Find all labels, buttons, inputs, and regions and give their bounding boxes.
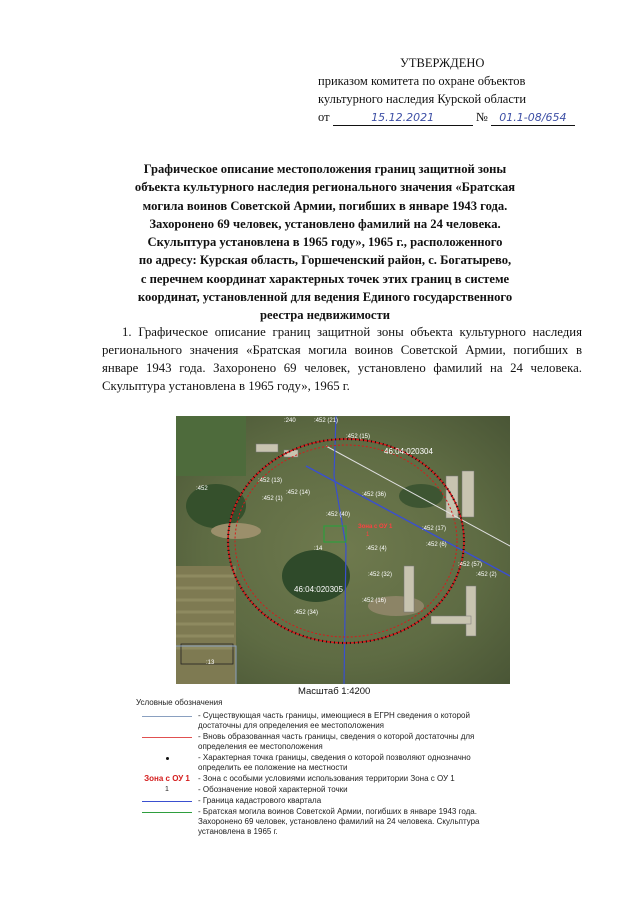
heading-line: координат, установленной для ведения Единого государственного [137, 290, 513, 305]
heading-line: реестра недвижимости [260, 308, 390, 323]
approval-line-1: приказом комитета по охране объектов [318, 74, 526, 88]
tree-cluster [399, 484, 443, 508]
heading-line: с перечнем координат характерных точек этих границ в системе [140, 271, 510, 286]
parcel-label: :452 (13) [258, 478, 283, 484]
approval-line-2: культурного наследия Курской области [318, 92, 527, 106]
new-border-symbol [142, 737, 192, 738]
legend-text: - Зона с особыми условиями использования территории Зона с ОУ 1 [198, 774, 455, 783]
zone-number: 1 [366, 532, 370, 538]
parcel-label: :452 (32) [368, 572, 393, 578]
heading-line: по адресу: Курская область, Горшеченский район, с. Богатырево, [138, 253, 512, 268]
parcel-label: :452 (36) [362, 492, 387, 498]
point-symbol [166, 757, 169, 760]
satellite-map [176, 416, 510, 684]
legend-item [136, 711, 506, 731]
number-label: № [475, 110, 488, 124]
section-1-paragraph: 1. Графическое описание границ защитной зоны объекта культурного наследия регионального значения «Братская могила воинов Советской Армии, погибших в январе 1943 года. Захоронено 69 человек, установлено фамилий на 24 человека. Скульптура установлена в 1965 году», 1965 г. [102, 325, 582, 393]
parcel-label: :452 (16) [362, 598, 387, 604]
parcel-label: :452 (15) [346, 434, 371, 440]
quarter-border-symbol [142, 801, 192, 802]
legend-item [136, 753, 506, 773]
legend-text: - Граница кадастрового квартала [198, 796, 322, 805]
legend-text: - Характерная точка границы, сведения о которой позволяют однозначно определить ее положение на местности [198, 753, 471, 772]
parcel-label: :13 [206, 660, 215, 666]
point-number-symbol: 1 [165, 786, 169, 793]
parcel-label: :452 (17) [422, 526, 447, 532]
parcel-label: :452 (14) [286, 490, 311, 496]
legend-item [136, 796, 506, 806]
parcel-label: :452 [196, 486, 208, 492]
legend-text: - Существующая часть границы, имеющиеся в ЕГРН сведения о которой достаточны для определения ее местоположения [198, 711, 470, 730]
map-scale: Масштаб 1:4200 [298, 686, 371, 697]
parcel-label: :452 (57) [458, 562, 483, 568]
quarter-label-top: 46:04:020304 [384, 447, 433, 456]
monument-border-symbol [142, 812, 192, 813]
zone-label: Зона с ОУ 1 [358, 524, 393, 530]
legend-item [136, 785, 506, 795]
approval-title: УТВЕРЖДЕНО [400, 56, 485, 70]
parcel-label: :452 (4) [366, 546, 387, 552]
approval-stamp [318, 54, 575, 126]
legend-title: Условные обозначения [136, 698, 223, 707]
zone-symbol: Зона с ОУ 1 [144, 774, 190, 783]
parcel-label: :452 (2) [476, 572, 497, 578]
legend-text: - Вновь образованная часть границы, сведения о которой достаточны для определения ее местоположения [198, 732, 475, 751]
legend-text: - Обозначение новой характерной точки [198, 785, 348, 794]
heading-line: Графическое описание местоположения границ защитной зоны [143, 162, 507, 176]
legend-item [136, 807, 506, 837]
legend [136, 698, 506, 838]
legend-item [136, 732, 506, 752]
parcel-label: :452 (40) [326, 512, 351, 518]
legend-text: - Братская могила воинов Советской Армии, погибших в январе 1943 года. Захоронено 69 человек, установлено фамилий на 24 человека. Скульптура установлена в 1965 г. [198, 807, 480, 836]
parcel-label: :14 [314, 546, 323, 552]
existing-border-symbol [142, 716, 192, 717]
tree-cluster [282, 550, 350, 602]
approval-date-line [318, 108, 575, 126]
heading-line: Захоронено 69 человек, установлено фамилий на 24 человека. [149, 216, 501, 231]
field-top-left [176, 416, 246, 476]
parcel-label: :452 (34) [294, 610, 319, 616]
heading-line: могила воинов Советской Армии, погибших в январе 1943 года. [142, 198, 508, 213]
field-strips [176, 576, 234, 648]
from-label: от [318, 110, 330, 124]
heading-line: объекта культурного наследия регионального значения «Братская [134, 180, 516, 195]
legend-item [136, 774, 506, 784]
document-heading [100, 160, 550, 325]
parcel-label: :240 [284, 418, 296, 424]
quarter-label-bottom: 46:04:020305 [294, 585, 343, 594]
parcel-label: :452 (21) [314, 418, 339, 424]
approval-date: 15.12.2021 [333, 111, 473, 126]
heading-line: Скульптура установлена в 1965 году», 1965 г., расположенного [147, 235, 503, 250]
approval-number: 01.1-08/654 [491, 111, 575, 126]
parcel-label: :452 (6) [426, 542, 447, 548]
parcel-label: :452 (1) [262, 496, 283, 502]
